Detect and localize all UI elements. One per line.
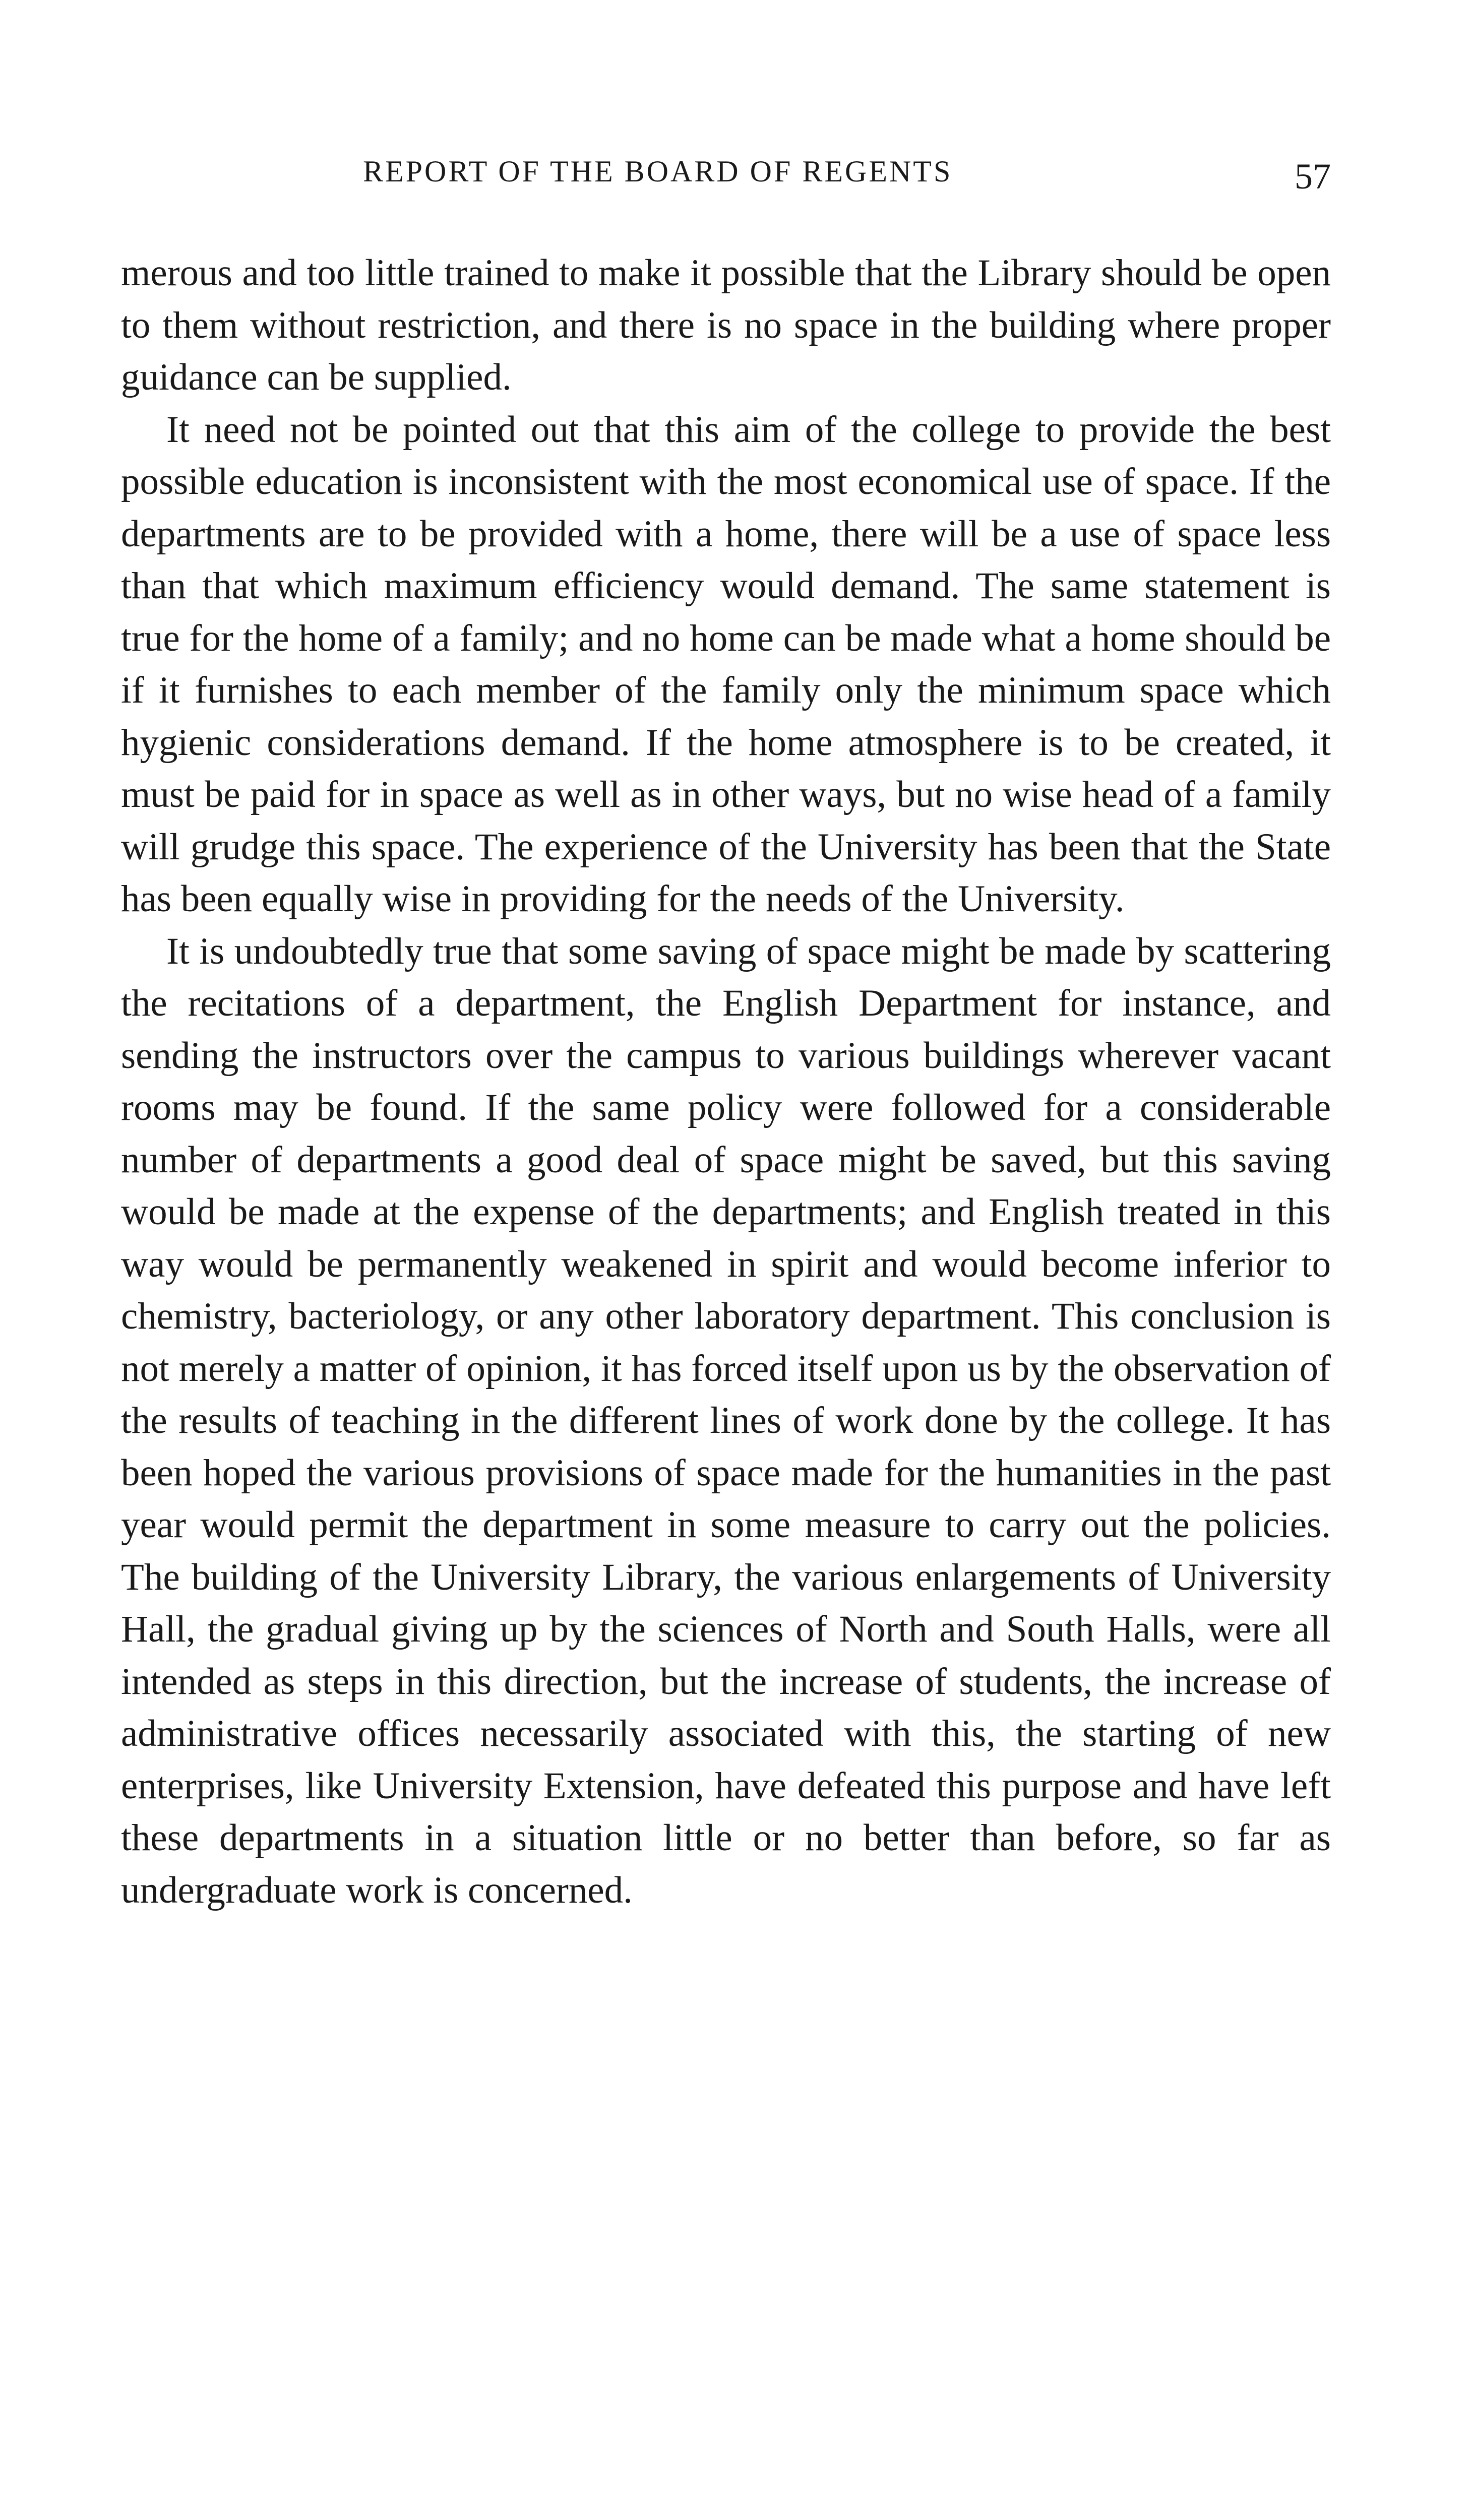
page-number: 57	[1295, 156, 1331, 197]
body-text	[121, 247, 1331, 1916]
running-title: REPORT OF THE BOARD OF REGENTS	[363, 155, 953, 188]
paragraph-scattering-recitations: It is undoubtedly true that some saving of space might be made by scattering the recitations of a department, the English Department for instance, and sending the instructors over the campus to various buildings wherever vacant rooms may be found. If the same policy were followed for a considerable number of departments a good deal of space might be saved, but this saving would be made at the expense of the departments; and English treated in this way would be permanently weakened in spirit and would become inferior to chemistry, bacteriology, or any other laboratory department. This conclusion is not merely a matter of opinion, it has forced itself upon us by the observation of the results of teaching in the different lines of work done by the college. It has been hoped the various provisions of space made for the humanities in the past year would permit the department in some measure to carry out the policies. The building of the University Library, the various enlargements of University Hall, the gradual giving up by the sciences of North and South Halls, were all intended as steps in this direction, but the increase of students, the increase of administrative offices necessarily associated with this, the starting of new enterprises, like University Extension, have defeated this purpose and have left these departments in a situation little or no better than before, so far as undergraduate work is concerned.	[121, 930, 1331, 1911]
paragraph-space-economy: It need not be pointed out that this aim of the college to provide the best possible education is inconsistent with the most economical use of space. If the departments are to be provided with a home, there will be a use of space less than that which maximum efficiency would demand. The same statement is true for the home of a family; and no home can be made what a home should be if it furnishes to each member of the family only the minimum space which hygienic considerations demand. If the home atmosphere is to be created, it must be paid for in space as well as in other ways, but no wise head of a family will grudge this space. The experience of the University has been that the State has been equally wise in providing for the needs of the University.	[121, 408, 1331, 920]
paragraph-continued: merous and too little trained to make it possible that the Library should be open to them without restriction, and there is no space in the building where proper guidance can be supplied.	[121, 252, 1331, 398]
running-head	[121, 149, 1331, 197]
